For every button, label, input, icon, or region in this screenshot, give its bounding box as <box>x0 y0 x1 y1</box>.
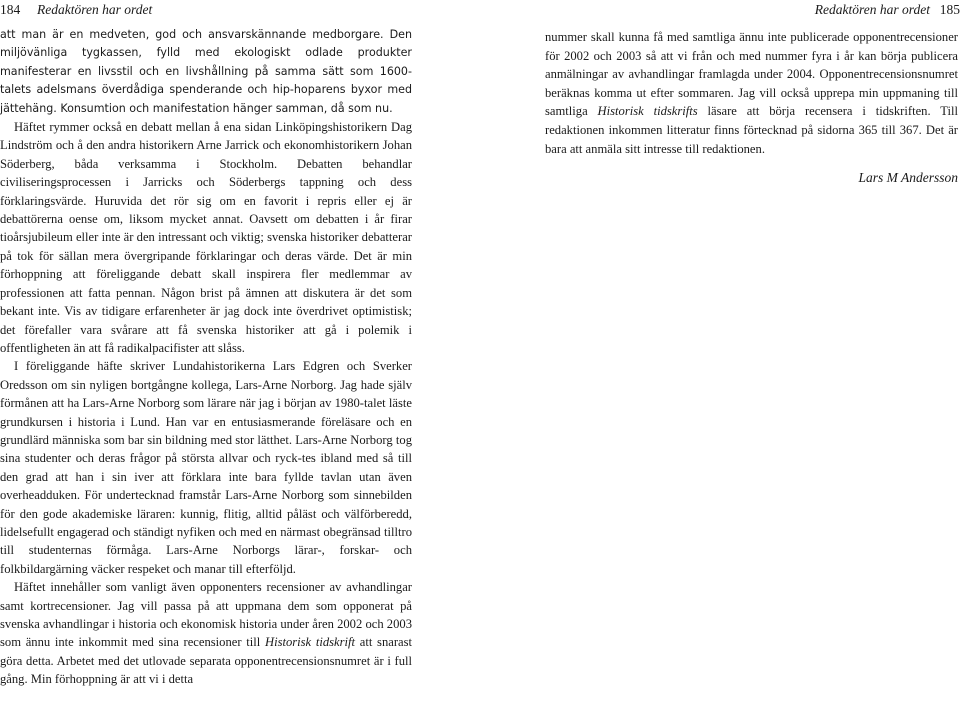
right-page <box>545 0 960 704</box>
reviews-text-end: att snarast göra detta. Arbetet med det utlovade separata opponentrecensionsnumret är i full gång. Min förhoppning är att vi i detta <box>0 635 413 687</box>
left-page-header <box>0 0 412 20</box>
right-page-body <box>545 28 958 158</box>
continuation-text-start: nummer skall kunna få med samtliga ännu inte publicerade opponentrecensioner för 2002 och 2003 så att vi från och med nummer fyra i år kan börja publicera anmälningar av avhandlingar framlagda under 2004. Opponentrecensionsnumret beräknas komma ut efter sommaren. Jag vill också upprepa min uppmaning till samtliga <box>545 30 958 119</box>
paragraph-norborg: I föreliggande häfte skriver Lundahistorikerna Lars Edgren och Sverker Oredsson om sin nyligen bortgångne kollega, Lars-Arne Norborg. Jag hade själv förmånen att ha Lars-Arne Norborg som lärare när jag i början av 1980-talet läste grundkursen i historia i Lund. Han var en entusiasmerande föreläsare och en grundlärd människa som bar sin bildning med stor lätthet. Lars-Arne Norborg tog sina studenter och deras frågor på största allvar och ryck-tes ibland med så till den grad att han i sin iver att förklara inte bara fyllde tavlan utan även overheadduken. För undertecknad framstår Lars-Arne Norborg som sinnebilden för den gode akademiske läraren: kunnig, flitig, alltid påläst och välförberedd, lidelsefullt engagerad och ständigt nyfiken och med en närmast obegränsad tilltro till studenternas förmåga. Lars-Arne Norborgs lärar-, forskar- och folkbildargärning väcker respeket och manar till efterföljd. <box>0 359 412 576</box>
paragraph-debate: Häftet rymmer också en debatt mellan å ena sidan Linköpingshistorikern Dag Lindström och å den andra historikern Arne Jarrick och ekonomhistorikern Johan Söderberg, båda verksamma i Stockholm. Debatten behandlar civiliseringsprocessen i Jarricks och Söderbergs tappning och dess förklaringsvärde. Huruvida det rör sig om en favorit i repris eller ej är debattörerna oense om, liksom mycket annat. Oavsett om debatten i år firar tioårsjubileum eller inte är den intressant och viktig; svenska historiker debatterar på tok för sällan mera övergripande förklaringar och deras värde. Det är min förhoppning att föreliggande debatt skall inspirera fler medlemmar av professionen att fatta pennan. Någon brist på ämnen att diskutera är det som bekant inte. Vis av tidigare erfarenheter är jag dock inte överdrivet optimistisk; det förefaller vara svårare att få svenska historiker att gå i polemik i offentligheten än att få radikalpacifister att slåss. <box>0 120 412 355</box>
continuation-text-end: läsare att börja recensera i tidskriften. Till redaktionen inkommen litteratur finns förtecknad på sidorna 365 till 367. Det är bara att anmäla sitt intresse till redaktionen. <box>545 104 958 156</box>
right-page-header <box>545 0 960 20</box>
paragraph-reviews <box>0 578 412 688</box>
running-head-left: Redaktören har ordet <box>37 2 153 17</box>
editor-signature: Lars M Andersson <box>858 170 958 185</box>
left-page <box>0 0 412 704</box>
page-number-right: 185 <box>939 2 960 17</box>
page-number-left: 184 <box>0 2 21 17</box>
journal-title: Historisk tidskrift <box>264 635 356 650</box>
journal-title-possessive: Historisk tidskrifts <box>597 104 698 119</box>
reviews-text-start: Häftet innehåller som vanligt även opponenters recensioner av avhandlingar samt kortrecensioner. Jag vill passa på att uppmana dem som opponerat på svenska avhandlingar i historia och ekonomisk historia under åren 2002 och 2003 som ännu inte inkommit med sina recensioner till <box>0 580 412 650</box>
paragraph-continuation <box>545 28 958 158</box>
left-page-body <box>0 26 412 689</box>
running-head-right: Redaktören har ordet <box>814 2 930 17</box>
paragraph-consumption: att man är en medveten, god och ansvarskännande medborgare. Den miljövänliga tygkassen, fylld med ekologiskt odlade produkter manifesterar en livsstil och en livshållning på samma sätt som 1600-talets adelsmans överdådiga spenderande och hip-hoparens byxor med jättehäng. Konsumtion och manifestation hänger samman, då som nu. <box>0 28 412 115</box>
